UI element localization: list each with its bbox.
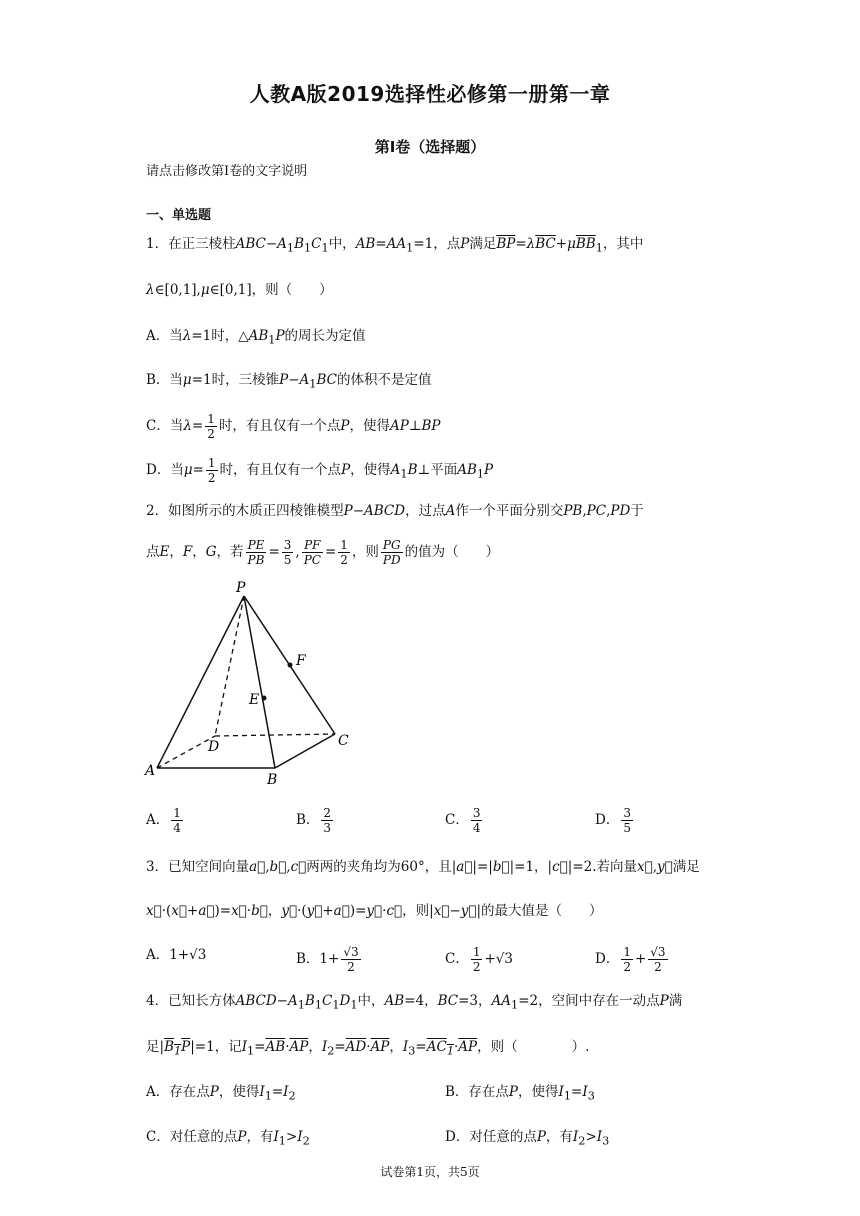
section-note: 请点击修改第I卷的文字说明 [146,164,308,179]
edge-BC [275,734,335,768]
q3-option-d: D． $\frac{1}{2}$ + $\frac{√3}{2}$ [595,945,666,974]
q1-stem-line1: 1．在正三棱柱$ABC-A_1B_1C_1$中，$AB=AA_1=1$，点P满足$\overline{BP}=\lambda\overline{BC}+\mu\overline{BB}_1$，其中 [146,236,644,255]
section-title: 第Ⅰ卷（选择题） [374,138,486,156]
q4-option-a: A．存在点P，使得$I_1=I_2$ [146,1084,296,1103]
q2-stem-line2: 点E，F，G，若 $\frac{PE}{PB}$ = $\frac{3}{5}$ , $\frac{PF}{PC}$ = $\frac{1}{2}$ ，则 $\frac{PG}{PD}$ 的值为（ ） [146,538,500,567]
q1-option-a: A．当λ=1时，$\triangle AB_1P$的周长为定值 [146,328,366,347]
label-A: A [145,763,156,779]
edge-PD [215,596,244,736]
label-F: F [296,653,306,669]
page-footer: 试卷第1页，共5页 [380,1165,480,1179]
single-choice-heading: 一、单选题 [146,208,212,223]
point-F [288,663,293,668]
pyramid-figure [140,578,370,790]
q1-option-c: C．当λ= $\frac{1}{2}$ 时，有且仅有一个点P，使得AP⊥BP [146,412,441,441]
q3-option-b: B．1+ $\frac{√3}{2}$ [296,945,359,974]
q4-option-d: D．对任意的点P，有$I_2>I_3$ [445,1129,610,1148]
label-C: C [338,733,349,749]
q2-option-b: B． $\frac{2}{3}$ [296,806,332,835]
q1-option-d: D．当μ= $\frac{1}{2}$ 时，有且仅有一个点P，使得$A_1B\perp$平面$AB_1P$ [146,456,494,485]
q3-stem-line1: 3．已知空间向量a⃗,b⃗,c⃗两两的夹角均为60°，且|a⃗|=|b⃗|=1，|c⃗|=2.若向量x⃗,y⃗满足 [146,859,700,875]
label-D: D [208,739,220,755]
q2-option-d: D． $\frac{3}{5}$ [595,806,631,835]
label-E: E [249,692,260,708]
label-B: B [267,772,278,788]
label-P: P [236,580,246,596]
q2-option-c: C． $\frac{3}{4}$ [445,806,481,835]
edge-PB [244,596,275,768]
q3-stem-line2: x⃗·(x⃗+a⃗)=x⃗·b⃗，y⃗·(y⃗+a⃗)=y⃗·c⃗，则|x⃗−y⃗|的最大值是（ ） [146,903,603,919]
q4-option-b: B．存在点P，使得$I_1=I_3$ [445,1084,595,1103]
q2-stem-line1: 2．如图所示的木质正四棱锥模型P−ABCD，过点A作一个平面分别交PB,PC,PD于 [146,503,644,519]
q1-stem-line2: λ∈[0,1],μ∈[0,1]，则（ ） [146,282,333,298]
point-E [262,696,267,701]
edge-DC [215,734,335,736]
q4-stem-line2: 足$|B_1P|=1$，记$I_1=\overline{AB}\cdot\overline{AP}$，$I_2=\overline{AD}\cdot\overline{AP}$，$I_3=AC_1\cdot\overline{AP}$，则（ ）. [146,1039,590,1058]
q2-option-a: A． $\frac{1}{4}$ [146,806,181,835]
q4-stem-line1: 4．已知长方体$ABCD-A_1B_1C_1D_1$中，AB=4，BC=3，$AA_1=2$，空间中存在一动点P满 [146,993,683,1012]
q1-option-b: B．当μ=1时，三棱锥$P-A_1BC$的体积不是定值 [146,372,432,391]
q3-option-a: A．1+√3 [146,947,207,963]
edge-PA [157,596,244,768]
q3-option-c: C． $\frac{1}{2}$ +√3 [445,945,513,974]
document-title: 人教A版2019选择性必修第一册第一章 [249,82,611,106]
q4-option-c: C．对任意的点P，有$I_1>I_2$ [146,1129,310,1148]
